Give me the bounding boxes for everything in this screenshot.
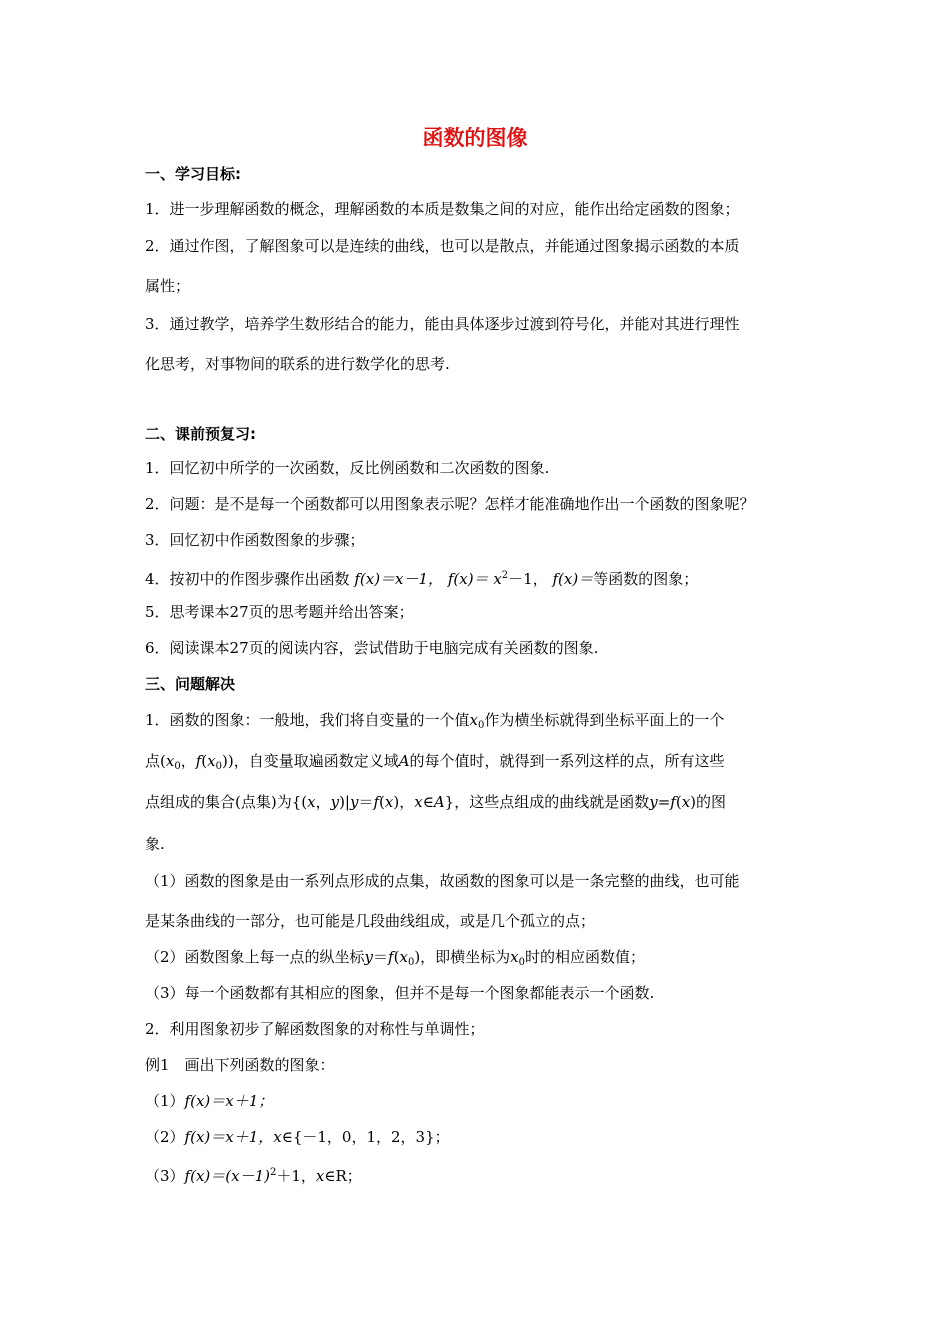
- text: ，: [180, 752, 196, 770]
- var-x: x: [469, 711, 479, 729]
- note-1b: 是某条曲线的一部分，也可能是几段曲线组成，或是几个孤立的点；: [145, 912, 596, 930]
- text: ，: [315, 793, 331, 811]
- formula-1: f(x)＝x－1，: [354, 570, 444, 588]
- formula-2c: －1，: [508, 570, 548, 588]
- exponent: 2: [269, 1167, 277, 1178]
- example-item-2: [145, 1126, 450, 1148]
- formula: f(x)＝x＋1，: [184, 1128, 274, 1146]
- note-3: （3）每一个函数都有其相应的图象，但并不是每一个图象都能表示一个函数.: [145, 984, 655, 1002]
- var-x: x: [681, 793, 691, 811]
- text: 的每个值时，就得到一系列这样的点，所有这些: [409, 752, 725, 770]
- var-y: y: [649, 793, 658, 811]
- var-x: x: [414, 793, 423, 811]
- text: (: [393, 948, 400, 966]
- var-f: f: [670, 793, 676, 811]
- text: )|: [339, 793, 350, 811]
- objective-3a: 3．通过教学，培养学生数形结合的能力，能由具体逐步过渡到符号化，并能对其进行理性: [145, 315, 740, 333]
- preview-5: 5．思考课本27页的思考题并给出答案；: [145, 603, 414, 621]
- var-x: x: [207, 752, 216, 770]
- text: 1．函数的图象：一般地，我们将自变量的一个值: [145, 711, 470, 729]
- text: ))，自变量取遍函数定义域: [221, 752, 399, 770]
- text: ∈: [422, 793, 434, 811]
- section-heading-problems: 三、问题解决: [145, 675, 236, 693]
- text: 点(: [145, 752, 166, 770]
- definition-line-2: [145, 750, 725, 778]
- note-2: [145, 946, 645, 974]
- var-x: x: [165, 752, 175, 770]
- var-f: f: [373, 793, 380, 811]
- var-x: x: [315, 1167, 325, 1185]
- text: （1）: [145, 1092, 185, 1110]
- objective-2a: 2．通过作图，了解图象可以是连续的曲线，也可以是散点，并能通过图象揭示函数的本质: [145, 237, 740, 255]
- page-title: 函数的图像: [422, 126, 528, 150]
- formula-2a: f(x)＝: [447, 570, 489, 588]
- var-y: y: [364, 948, 374, 966]
- objective-2b: 属性；: [145, 277, 191, 295]
- var-x: x: [307, 793, 316, 811]
- example-item-3: [145, 1162, 362, 1187]
- text: （2）: [145, 1128, 185, 1146]
- var-A: A: [398, 752, 410, 770]
- preview-6: 6．阅读课本27页的阅读内容，尝试借助于电脑完成有关函数的图象.: [145, 639, 599, 657]
- formula: f(x)＝(x－1): [184, 1167, 270, 1185]
- objective-1: 1．进一步理解函数的概念，理解函数的本质是数集之间的对应，能作出给定函数的图象；: [145, 200, 740, 218]
- formula: f(x)＝x＋1；: [184, 1092, 274, 1110]
- example-item-1: [145, 1090, 273, 1112]
- preview-1: 1．回忆初中所学的一次函数，反比例函数和二次函数的图象.: [145, 459, 550, 477]
- formula-3: f(x)＝: [552, 570, 594, 588]
- text: ＝: [373, 948, 389, 966]
- text: ＋1，: [276, 1167, 316, 1185]
- note-1a: （1）函数的图象是由一系列点形成的点集，故函数的图象可以是一条完整的曲线，也可能: [145, 872, 740, 890]
- var-A: A: [433, 793, 445, 811]
- var-f: f: [388, 948, 394, 966]
- preview-4-text-a: 4．按初中的作图步骤作出函数: [145, 570, 350, 588]
- subscript: 0: [518, 957, 526, 968]
- definition-line-3: [145, 791, 726, 813]
- preview-2: 2．问题：是不是每一个函数都可以用图象表示呢？怎样才能准确地作出一个函数的图象呢？: [145, 495, 755, 513]
- subscript: 0: [174, 761, 181, 772]
- formula-2-exponent: 2: [501, 570, 509, 581]
- objective-3b: 化思考，对事物间的联系的进行数学化的思考.: [145, 355, 450, 373]
- section-heading-preview: 二、课前预复习:: [145, 425, 256, 443]
- definition-line-1: [145, 709, 724, 737]
- section-heading-objectives: 一、学习目标:: [145, 165, 241, 183]
- var-x: x: [273, 1128, 282, 1146]
- text: )，: [393, 793, 415, 811]
- text: （2）函数图象上每一点的纵坐标: [145, 948, 365, 966]
- text: }，这些点组成的曲线就是函数: [444, 793, 650, 811]
- text: )，即横坐标为: [414, 948, 511, 966]
- subscript: 0: [407, 957, 415, 968]
- var-x: x: [399, 948, 408, 966]
- text: 点组成的集合(点集)为{(: [145, 793, 308, 811]
- subscript: 0: [215, 761, 222, 772]
- text: ∈R；: [324, 1167, 362, 1185]
- text: =: [657, 793, 671, 811]
- definition-line-4: 象.: [145, 835, 165, 853]
- var-x: x: [384, 793, 394, 811]
- text: )的图: [690, 793, 727, 811]
- var-y: y: [330, 793, 340, 811]
- preview-4: [145, 565, 698, 590]
- var-x: x: [510, 948, 519, 966]
- preview-4-text-b: 等函数的图象；: [593, 570, 699, 588]
- text: (: [379, 793, 385, 811]
- var-f: f: [195, 752, 202, 770]
- text: (: [201, 752, 208, 770]
- text: （3）: [145, 1167, 185, 1185]
- text: ∈{－1，0，1，2，3}；: [281, 1128, 450, 1146]
- var-y: y: [349, 793, 359, 811]
- subscript: 0: [478, 720, 485, 731]
- text: (: [675, 793, 682, 811]
- text: 时的相应函数值；: [525, 948, 646, 966]
- problem-2: 2．利用图象初步了解函数图象的对称性与单调性；: [145, 1020, 485, 1038]
- preview-3: 3．回忆初中作函数图象的步骤；: [145, 531, 365, 549]
- text: 作为横坐标就得到坐标平面上的一个: [484, 711, 725, 729]
- formula-2b: x: [493, 570, 502, 588]
- example-1-heading: 例1 画出下列函数的图象：: [145, 1056, 335, 1074]
- text: ＝: [358, 793, 374, 811]
